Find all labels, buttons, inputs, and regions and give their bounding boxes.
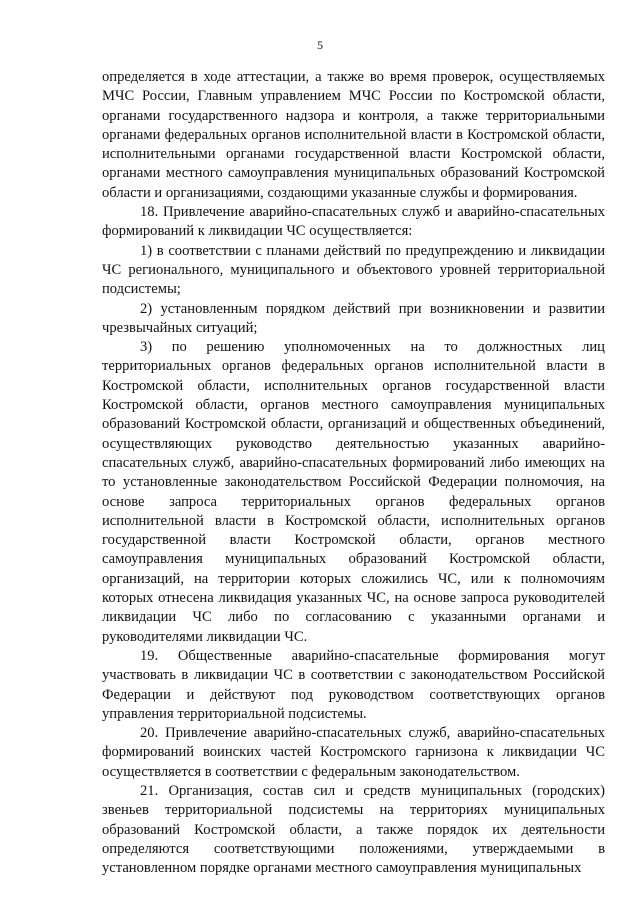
- paragraph-18-item-3: 3) по решению уполномоченных на то должностных лиц территориальных органов федеральных органов исполнительной власти в Костромской области, исполнительных органов государственной власти Костромской области, органов местного самоуправления муниципальных образований Костромской области, организаций и общественных объединений, осуществляющих руководство деятельностью указанных аварийно-спасательных служб, аварийно-спасательных формирований либо имеющих на то установленные законодательством Российской Федерации полномочия, на основе запроса территориальных органов федеральных органов исполнительной власти в Костромской области, исполнительных органов государственной власти Костромской области, органов местного самоуправления муниципальных образований Костромской области, организаций, на территории которых сложились ЧС, или к полномочиям которых отнесена ликвидация указанных ЧС, на основе запроса руководителей ликвидации ЧС либо по согласованию с указанными органами и руководителями ликвидации ЧС.: [102, 339, 605, 645]
- paragraph-continuation: определяется в ходе аттестации, а также во время проверок, осуществляемых МЧС России, Главным управлением МЧС России по Костромской области, органами государственного надзора и контроля, а также территориальными органами федеральных органов исполнительной власти в Костромской области, исполнительными органами государственной власти Костромской области, органами местного самоуправления муниципальных образований Костромской области и организациями, создающими указанные службы и формирования.: [102, 69, 605, 201]
- paragraph-18: 18. Привлечение аварийно-спасательных служб и аварийно-спасательных формирований к ликвидации ЧС осуществляется:: [102, 204, 605, 240]
- paragraph-18-item-2: 2) установленным порядком действий при возникновении и развитии чрезвычайных ситуаций;: [102, 300, 605, 336]
- paragraph-18-item-1: 1) в соответствии с планами действий по предупреждению и ликвидации ЧС регионального, муниципального и объектового уровней территориальной подсистемы;: [102, 242, 605, 298]
- paragraph-19: 19. Общественные аварийно-спасательные формирования могут участвовать в ликвидации ЧС в соответствии с законодательством Российской Федерации и действуют под руководством соответствующих органов управления территориальной подсистемы.: [102, 647, 605, 722]
- paragraph-20: 20. Привлечение аварийно-спасательных служб, аварийно-спасательных формирований воинских частей Костромского гарнизона к ликвидации ЧС осуществляется в соответствии с федеральным законодательством.: [102, 725, 605, 780]
- page-number: 5: [317, 38, 323, 52]
- paragraph-21: 21. Организация, состав сил и средств муниципальных (городских) звеньев территориальной подсистемы на территориях муниципальных образований Костромской области, а также порядок их деятельности определяются соответствующими положениями, утверждаемыми в установленном порядке органами местного самоуправления муниципальных: [102, 782, 605, 877]
- document-body: [102, 68, 605, 878]
